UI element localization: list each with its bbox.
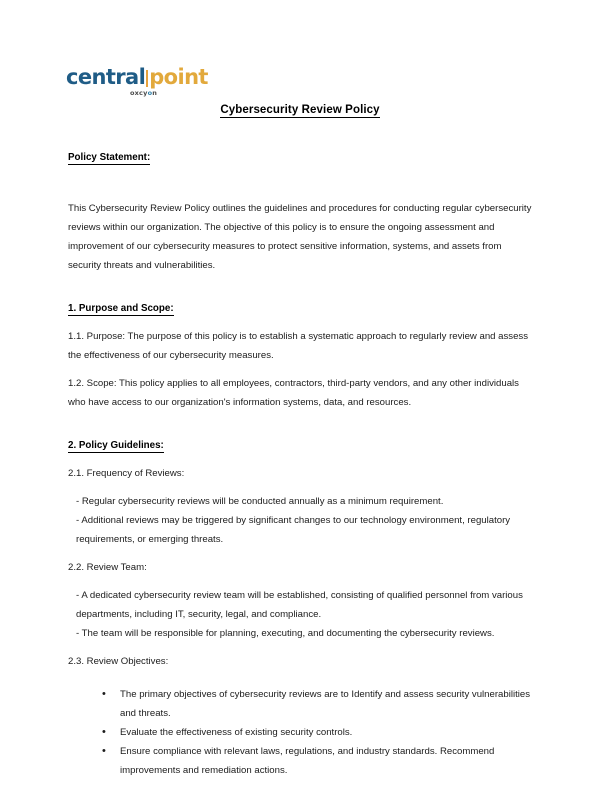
clause-2-2-label: 2.2. Review Team: [68,562,147,573]
list-item: • Evaluate the effectiveness of existing security controls. [68,723,534,742]
list-item: • Ensure compliance with relevant laws, regulations, and industry standards. Recommend improvements and remediation actions. [68,742,534,780]
logo-tagline [130,89,246,97]
clause-2-1-label: 2.1. Frequency of Reviews: [68,468,185,479]
list-item: • The primary objectives of cybersecurity reviews are to Identify and assess security vulnerabilities and threats. [68,685,534,723]
logo-tagline-post: n [152,89,158,97]
heading-policy-guidelines-text: 2. Policy Guidelines: [68,440,164,451]
clause-2-2-dash-1: - A dedicated cybersecurity review team will be established, consisting of qualified personnel from various departments, including IT, security, legal, and compliance. [76,590,523,620]
clause-1-2: 1.2. Scope: This policy applies to all employees, contractors, third-party vendors, and any other individuals who have access to our organization's information systems, data, and resources. [68,378,519,408]
page-title-text: Cybersecurity Review Policy [220,104,380,116]
clause-2-3-label: 2.3. Review Objectives: [68,656,169,667]
clause-2-1-dash-1: - Regular cybersecurity reviews will be conducted annually as a minimum requirement. [76,496,444,507]
policy-statement-paragraph: This Cybersecurity Review Policy outlines the guidelines and procedures for conducting regular cybersecurity reviews within our organization. The objective of this policy is to ensure the ongoing assessment and improvement of our cybersecurity measures to protect sensitive information, systems, and assets from security threats and vulnerabilities. [68,203,532,271]
spacer [68,318,534,327]
spacer [68,671,534,685]
spacer [68,412,534,436]
logo-text-point: point [149,65,208,89]
page-title [0,104,600,116]
review-objectives-list [68,685,534,780]
company-logo [66,66,246,102]
heading-policy-statement [68,148,534,167]
heading-policy-guidelines [68,436,534,455]
spacer [68,455,534,464]
clause-1-1: 1.1. Purpose: The purpose of this policy is to establish a systematic approach to regularly review and assess the effectiveness of our cybersecurity measures. [68,331,529,361]
spacer [68,549,534,558]
spacer [68,275,534,299]
spacer [68,577,534,586]
logo-tagline-pre: oxcy [130,89,148,97]
logo-text-central: central [66,65,146,89]
spacer [68,483,534,492]
spacer [68,365,534,374]
spacer [68,167,534,199]
document-body [68,148,534,780]
logo-tagline-accent: o [147,89,153,97]
heading-purpose-and-scope-text: 1. Purpose and Scope: [68,303,174,314]
heading-policy-statement-text: Policy Statement: [68,152,151,163]
clause-2-2-dash-2: - The team will be responsible for planning, executing, and documenting the cybersecurity reviews. [76,628,495,639]
clause-2-1-dash-2: - Additional reviews may be triggered by significant changes to our technology environment, regulatory requirements, or emerging threats. [76,515,511,545]
logo-wordmark [66,66,246,88]
spacer [68,643,534,652]
logo-divider-bar [146,70,148,87]
heading-purpose-and-scope [68,299,534,318]
